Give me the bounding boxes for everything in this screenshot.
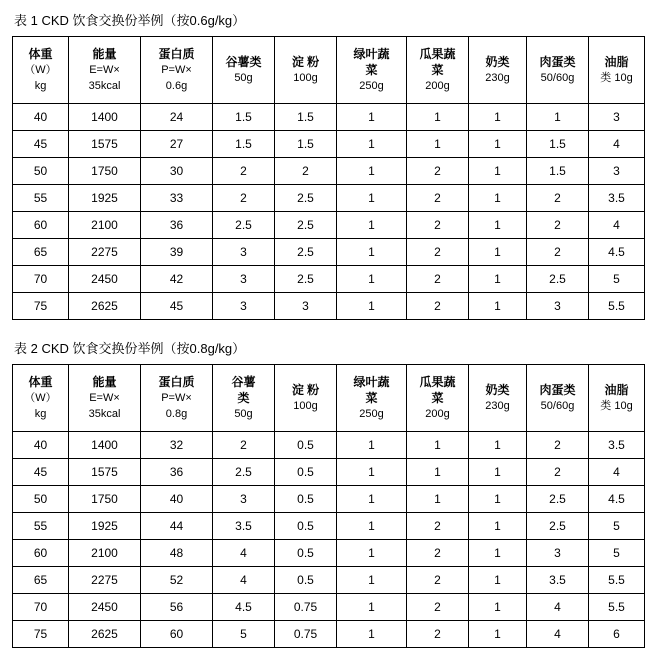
cell-energy: 2625	[69, 621, 141, 648]
cell-melon-vegetable: 2	[407, 513, 469, 540]
cell-protein: 52	[141, 567, 213, 594]
cell-melon-vegetable: 2	[407, 266, 469, 293]
table-row	[13, 131, 645, 158]
cell-oil: 3	[589, 104, 645, 131]
cell-weight: 65	[13, 239, 69, 266]
table-row	[13, 293, 645, 320]
col-header-starch: 淀 粉 100g	[275, 37, 337, 104]
cell-grain: 1.5	[213, 131, 275, 158]
cell-meat-egg: 4	[527, 594, 589, 621]
cell-oil: 6	[589, 621, 645, 648]
cell-weight: 40	[13, 104, 69, 131]
col-header-melon-vegetable: 瓜果蔬 菜 200g	[407, 37, 469, 104]
cell-melon-vegetable: 2	[407, 293, 469, 320]
cell-green-vegetable: 1	[337, 266, 407, 293]
cell-oil: 5	[589, 513, 645, 540]
cell-weight: 75	[13, 293, 69, 320]
cell-starch: 0.5	[275, 459, 337, 486]
cell-starch: 1.5	[275, 131, 337, 158]
cell-milk: 1	[469, 266, 527, 293]
cell-oil: 4.5	[589, 486, 645, 513]
cell-energy: 1750	[69, 486, 141, 513]
cell-meat-egg: 2	[527, 239, 589, 266]
cell-green-vegetable: 1	[337, 621, 407, 648]
cell-energy: 2100	[69, 212, 141, 239]
cell-weight: 65	[13, 567, 69, 594]
cell-milk: 1	[469, 513, 527, 540]
col-header-energy: 能量 E=W× 35kcal	[69, 365, 141, 432]
cell-grain: 1.5	[213, 104, 275, 131]
cell-milk: 1	[469, 158, 527, 185]
cell-meat-egg: 3	[527, 540, 589, 567]
cell-protein: 44	[141, 513, 213, 540]
cell-oil: 4.5	[589, 239, 645, 266]
table-2-header	[13, 365, 645, 432]
cell-weight: 45	[13, 459, 69, 486]
cell-protein: 27	[141, 131, 213, 158]
cell-weight: 50	[13, 158, 69, 185]
cell-energy: 1750	[69, 158, 141, 185]
cell-green-vegetable: 1	[337, 513, 407, 540]
cell-grain: 3.5	[213, 513, 275, 540]
col-header-protein: 蛋白质 P=W× 0.6g	[141, 37, 213, 104]
cell-meat-egg: 2	[527, 185, 589, 212]
cell-meat-egg: 2	[527, 459, 589, 486]
col-header-oil: 油脂 类 10g	[589, 365, 645, 432]
cell-milk: 1	[469, 131, 527, 158]
cell-energy: 1575	[69, 131, 141, 158]
cell-meat-egg: 1.5	[527, 131, 589, 158]
cell-oil: 5	[589, 540, 645, 567]
cell-melon-vegetable: 2	[407, 567, 469, 594]
cell-milk: 1	[469, 293, 527, 320]
cell-starch: 0.5	[275, 567, 337, 594]
cell-milk: 1	[469, 239, 527, 266]
cell-starch: 0.5	[275, 513, 337, 540]
table-block-1	[12, 12, 637, 320]
cell-weight: 40	[13, 432, 69, 459]
cell-melon-vegetable: 1	[407, 432, 469, 459]
table-row	[13, 540, 645, 567]
cell-melon-vegetable: 2	[407, 239, 469, 266]
cell-weight: 70	[13, 594, 69, 621]
cell-grain: 2	[213, 185, 275, 212]
col-header-green-vegetable: 绿叶蔬 菜 250g	[337, 37, 407, 104]
col-header-energy: 能量 E=W× 35kcal	[69, 37, 141, 104]
cell-protein: 48	[141, 540, 213, 567]
cell-starch: 2.5	[275, 266, 337, 293]
table-1-caption: 表 1 CKD 饮食交换份举例（按0.6g/kg）	[14, 13, 246, 28]
cell-protein: 33	[141, 185, 213, 212]
cell-meat-egg: 1.5	[527, 158, 589, 185]
cell-starch: 2.5	[275, 239, 337, 266]
cell-protein: 24	[141, 104, 213, 131]
table-header-row	[13, 37, 645, 104]
table-header-row	[13, 365, 645, 432]
cell-oil: 3.5	[589, 432, 645, 459]
col-header-grain: 谷薯 类 50g	[213, 365, 275, 432]
table-row	[13, 513, 645, 540]
cell-starch: 2.5	[275, 212, 337, 239]
cell-meat-egg: 2	[527, 432, 589, 459]
cell-grain: 4	[213, 540, 275, 567]
cell-green-vegetable: 1	[337, 432, 407, 459]
table-gap	[12, 324, 637, 338]
cell-green-vegetable: 1	[337, 594, 407, 621]
cell-energy: 2450	[69, 594, 141, 621]
cell-energy: 2450	[69, 266, 141, 293]
table-row	[13, 621, 645, 648]
cell-milk: 1	[469, 432, 527, 459]
col-header-weight: 体重 （W） kg	[13, 37, 69, 104]
cell-protein: 42	[141, 266, 213, 293]
cell-oil: 3.5	[589, 185, 645, 212]
cell-energy: 1400	[69, 104, 141, 131]
col-header-oil: 油脂 类 10g	[589, 37, 645, 104]
cell-green-vegetable: 1	[337, 212, 407, 239]
table-row	[13, 567, 645, 594]
cell-weight: 45	[13, 131, 69, 158]
cell-oil: 4	[589, 459, 645, 486]
cell-melon-vegetable: 1	[407, 104, 469, 131]
cell-melon-vegetable: 1	[407, 486, 469, 513]
cell-protein: 30	[141, 158, 213, 185]
cell-grain: 2.5	[213, 212, 275, 239]
cell-meat-egg: 2	[527, 212, 589, 239]
cell-grain: 3	[213, 266, 275, 293]
cell-energy: 1925	[69, 185, 141, 212]
cell-milk: 1	[469, 540, 527, 567]
cell-oil: 4	[589, 212, 645, 239]
cell-starch: 0.5	[275, 432, 337, 459]
cell-starch: 2	[275, 158, 337, 185]
table-1-body	[13, 104, 645, 320]
table-row	[13, 459, 645, 486]
cell-oil: 5.5	[589, 293, 645, 320]
table-row	[13, 239, 645, 266]
cell-melon-vegetable: 2	[407, 594, 469, 621]
cell-energy: 2275	[69, 567, 141, 594]
cell-energy: 2100	[69, 540, 141, 567]
cell-weight: 70	[13, 266, 69, 293]
cell-oil: 5.5	[589, 567, 645, 594]
cell-starch: 2.5	[275, 185, 337, 212]
cell-green-vegetable: 1	[337, 131, 407, 158]
cell-green-vegetable: 1	[337, 540, 407, 567]
cell-melon-vegetable: 2	[407, 185, 469, 212]
cell-grain: 4.5	[213, 594, 275, 621]
cell-meat-egg: 4	[527, 621, 589, 648]
cell-protein: 56	[141, 594, 213, 621]
cell-meat-egg: 3	[527, 293, 589, 320]
cell-grain: 3	[213, 486, 275, 513]
cell-protein: 40	[141, 486, 213, 513]
cell-energy: 1925	[69, 513, 141, 540]
cell-oil: 3	[589, 158, 645, 185]
cell-green-vegetable: 1	[337, 567, 407, 594]
cell-weight: 55	[13, 185, 69, 212]
ckd-exchange-table-2	[12, 364, 645, 648]
cell-milk: 1	[469, 459, 527, 486]
cell-protein: 36	[141, 212, 213, 239]
cell-grain: 3	[213, 239, 275, 266]
cell-meat-egg: 2.5	[527, 513, 589, 540]
cell-oil: 4	[589, 131, 645, 158]
cell-protein: 45	[141, 293, 213, 320]
table-row	[13, 212, 645, 239]
cell-green-vegetable: 1	[337, 293, 407, 320]
cell-weight: 60	[13, 540, 69, 567]
cell-meat-egg: 1	[527, 104, 589, 131]
cell-grain: 2	[213, 432, 275, 459]
cell-grain: 4	[213, 567, 275, 594]
col-header-starch: 淀 粉 100g	[275, 365, 337, 432]
cell-milk: 1	[469, 621, 527, 648]
cell-protein: 32	[141, 432, 213, 459]
cell-melon-vegetable: 2	[407, 540, 469, 567]
table-2-caption: 表 2 CKD 饮食交换份举例（按0.8g/kg）	[14, 341, 246, 356]
cell-grain: 3	[213, 293, 275, 320]
table-row	[13, 266, 645, 293]
cell-weight: 75	[13, 621, 69, 648]
table-2-body	[13, 432, 645, 648]
cell-weight: 60	[13, 212, 69, 239]
ckd-exchange-table-1	[12, 36, 645, 320]
cell-starch: 0.5	[275, 486, 337, 513]
cell-grain: 5	[213, 621, 275, 648]
table-row	[13, 594, 645, 621]
cell-energy: 2625	[69, 293, 141, 320]
cell-green-vegetable: 1	[337, 158, 407, 185]
cell-starch: 0.75	[275, 621, 337, 648]
cell-weight: 55	[13, 513, 69, 540]
cell-melon-vegetable: 1	[407, 131, 469, 158]
cell-energy: 1575	[69, 459, 141, 486]
cell-starch: 1.5	[275, 104, 337, 131]
cell-milk: 1	[469, 486, 527, 513]
col-header-weight: 体重 （W） kg	[13, 365, 69, 432]
col-header-melon-vegetable: 瓜果蔬 菜 200g	[407, 365, 469, 432]
col-header-meat-egg: 肉蛋类 50/60g	[527, 365, 589, 432]
cell-milk: 1	[469, 567, 527, 594]
cell-meat-egg: 3.5	[527, 567, 589, 594]
cell-oil: 5.5	[589, 594, 645, 621]
cell-green-vegetable: 1	[337, 459, 407, 486]
table-row	[13, 158, 645, 185]
cell-protein: 39	[141, 239, 213, 266]
cell-meat-egg: 2.5	[527, 486, 589, 513]
cell-green-vegetable: 1	[337, 486, 407, 513]
cell-green-vegetable: 1	[337, 104, 407, 131]
cell-grain: 2	[213, 158, 275, 185]
cell-milk: 1	[469, 104, 527, 131]
cell-weight: 50	[13, 486, 69, 513]
table-row	[13, 185, 645, 212]
cell-green-vegetable: 1	[337, 185, 407, 212]
cell-melon-vegetable: 2	[407, 158, 469, 185]
col-header-protein: 蛋白质 P=W× 0.8g	[141, 365, 213, 432]
col-header-grain: 谷薯类 50g	[213, 37, 275, 104]
cell-energy: 1400	[69, 432, 141, 459]
table-block-2	[12, 340, 637, 648]
cell-melon-vegetable: 1	[407, 459, 469, 486]
col-header-green-vegetable: 绿叶蔬 菜 250g	[337, 365, 407, 432]
cell-protein: 60	[141, 621, 213, 648]
cell-protein: 36	[141, 459, 213, 486]
table-row	[13, 432, 645, 459]
col-header-milk: 奶类 230g	[469, 37, 527, 104]
cell-oil: 5	[589, 266, 645, 293]
table-1-header	[13, 37, 645, 104]
table-row	[13, 486, 645, 513]
cell-meat-egg: 2.5	[527, 266, 589, 293]
cell-starch: 3	[275, 293, 337, 320]
cell-green-vegetable: 1	[337, 239, 407, 266]
cell-grain: 2.5	[213, 459, 275, 486]
cell-milk: 1	[469, 212, 527, 239]
cell-energy: 2275	[69, 239, 141, 266]
col-header-milk: 奶类 230g	[469, 365, 527, 432]
col-header-meat-egg: 肉蛋类 50/60g	[527, 37, 589, 104]
cell-melon-vegetable: 2	[407, 212, 469, 239]
cell-starch: 0.75	[275, 594, 337, 621]
cell-melon-vegetable: 2	[407, 621, 469, 648]
cell-milk: 1	[469, 594, 527, 621]
cell-starch: 0.5	[275, 540, 337, 567]
table-row	[13, 104, 645, 131]
cell-milk: 1	[469, 185, 527, 212]
